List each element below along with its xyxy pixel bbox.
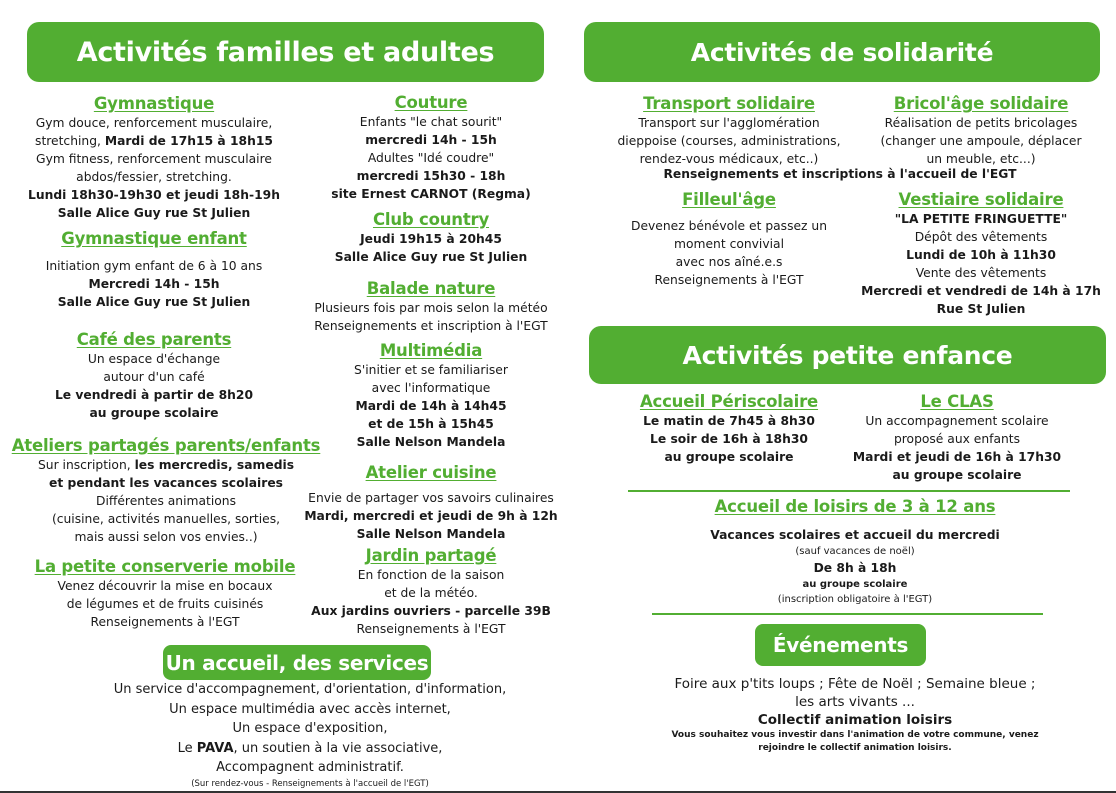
divider <box>652 613 1043 615</box>
banner-solidarite <box>584 22 1100 82</box>
schedule: Le matin de 7h45 à 8h30 <box>643 414 815 428</box>
banner-title: Événements <box>772 633 909 657</box>
schedule: Lundi de 10h à 11h30 <box>906 248 1056 262</box>
section-evenements <box>620 675 1090 755</box>
text-line: (cuisine, activités manuelles, sorties, <box>51 512 281 526</box>
section-title: Filleul'âge <box>682 190 776 209</box>
text-line: proposé aux enfants <box>893 432 1021 446</box>
location: site Ernest CARNOT (Regma) <box>331 187 531 201</box>
text-line: Envie de partager vos savoirs culinaires <box>308 491 554 505</box>
section-title: Couture <box>394 93 468 112</box>
banner-familles-adultes <box>27 22 544 82</box>
section-atelier-cuisine <box>300 463 562 543</box>
section-transport-solidaire <box>604 94 854 168</box>
solidarite-renseignements <box>600 165 1080 183</box>
banner-title: Un accueil, des services <box>165 650 429 675</box>
text-line: Renseignements et inscription à l'EGT <box>314 319 548 333</box>
schedule: Mercredi et vendredi de 14h à 17h <box>861 284 1101 298</box>
section-gymnastique <box>14 94 294 222</box>
text-line: (changer une ampoule, déplacer <box>880 134 1082 148</box>
text-line: Vous souhaitez vous investir dans l'animation de votre commune, venez <box>671 730 1039 740</box>
text-line: abdos/fessier, stretching. <box>76 170 232 184</box>
section-title: Jardin partagé <box>365 546 497 565</box>
schedule: Mardi et jeudi de 16h à 17h30 <box>852 450 1062 464</box>
section-title: Club country <box>372 210 490 229</box>
location: Aux jardins ouvriers - parcelle 39B <box>311 604 551 618</box>
section-title: Gymnastique enfant <box>61 229 247 248</box>
schedule: Mardi, mercredi et jeudi de 9h à 12h <box>304 509 558 523</box>
banner-services <box>163 645 431 680</box>
text-line: Adultes "Idé coudre" <box>367 151 495 165</box>
text-line: moment convivial <box>674 237 784 251</box>
section-balade-nature <box>300 279 562 335</box>
text-line: mais aussi selon vos envies..) <box>74 530 258 544</box>
schedule: Mercredi 14h - 15h <box>88 277 220 291</box>
section-title: Atelier cuisine <box>365 463 497 482</box>
section-title: Accueil Périscolaire <box>639 392 819 411</box>
schedule: Le soir de 16h à 18h30 <box>650 432 808 446</box>
text-line: rendez-vous médicaux, etc..) <box>639 152 819 166</box>
schedule: Jeudi 19h15 à 20h45 <box>360 232 502 246</box>
section-title: La petite conserverie mobile <box>34 557 296 576</box>
location: au groupe scolaire <box>89 406 219 420</box>
section-filleulage <box>604 190 854 289</box>
text-line: "LA PETITE FRINGUETTE" <box>894 212 1068 226</box>
text-line: Un service d'accompagnement, d'orientation, d'information, <box>113 682 507 697</box>
text-line: un meuble, etc...) <box>926 152 1036 166</box>
location: Rue St Julien <box>936 302 1026 316</box>
location: Salle Nelson Mandela <box>356 527 506 541</box>
text-line: Réalisation de petits bricolages <box>884 116 1078 130</box>
schedule: mercredi 14h - 15h <box>365 133 497 147</box>
section-jardin-partage <box>300 546 562 638</box>
text-line: Renseignements à l'EGT <box>654 273 804 287</box>
section-cafe-parents <box>14 330 294 422</box>
text-line: avec nos aîné.e.s <box>675 255 783 269</box>
text-line: Un accompagnement scolaire <box>865 414 1049 428</box>
text-line: Un espace d'exposition, <box>232 721 388 736</box>
section-title: Multimédia <box>379 341 483 360</box>
location: Salle Nelson Mandela <box>356 435 506 449</box>
text-line: En fonction de la saison <box>357 568 505 582</box>
schedule: Mardi de 14h à 14h45 <box>355 399 507 413</box>
text-line: Initiation gym enfant de 6 à 10 ans <box>45 259 263 273</box>
section-clas <box>832 392 1082 484</box>
text-line: S'initier et se familiariser <box>354 363 508 377</box>
location: Salle Alice Guy rue St Julien <box>57 295 251 309</box>
schedule: et de 15h à 15h45 <box>368 417 494 431</box>
text-line: Différentes animations <box>96 494 236 508</box>
schedule: Le vendredi à partir de 8h20 <box>54 388 254 402</box>
text-line: et de la météo. <box>384 586 478 600</box>
text-line: Collectif animation loisirs <box>757 712 953 728</box>
text-line: Accompagnent administratif. <box>216 760 404 775</box>
note: (inscription obligatoire à l'EGT) <box>777 594 933 605</box>
banner-evenements <box>755 624 926 666</box>
section-vestiaire-solidaire <box>850 190 1112 318</box>
section-multimedia <box>300 341 562 451</box>
location: au groupe scolaire <box>664 450 794 464</box>
text-line: Renseignements et inscriptions à l'accueil de l'EGT <box>663 167 1017 181</box>
location: au groupe scolaire <box>802 579 908 590</box>
banner-petite-enfance <box>589 326 1106 384</box>
text-line: Devenez bénévole et passez un <box>631 219 827 233</box>
text-line: Gym fitness, renforcement musculaire <box>36 152 272 166</box>
text-line: et pendant les vacances scolaires <box>49 476 283 490</box>
text-line: les arts vivants ... <box>795 694 915 710</box>
section-title: Accueil de loisirs de 3 à 12 ans <box>714 497 996 516</box>
section-title: Café des parents <box>76 330 232 349</box>
text-line: de légumes et de fruits cuisinés <box>66 597 264 611</box>
text-line: Un espace d'échange <box>87 352 221 366</box>
location: Salle Alice Guy rue St Julien <box>334 250 528 264</box>
text-line: Vente des vêtements <box>915 266 1047 280</box>
text-line: Venez découvrir la mise en bocaux <box>57 579 273 593</box>
divider <box>628 490 1070 492</box>
text-line: Transport sur l'agglomération <box>638 116 820 130</box>
text-line: autour d'un café <box>103 370 205 384</box>
text-line: Enfants "le chat sourit" <box>359 115 503 129</box>
location: au groupe scolaire <box>892 468 1022 482</box>
section-title: Vestiaire solidaire <box>898 190 1064 209</box>
schedule: mercredi 15h30 - 18h <box>356 169 506 183</box>
text-line: Un espace multimédia avec accès internet, <box>169 701 451 717</box>
text-line: Gym douce, renforcement musculaire, <box>35 116 273 130</box>
section-conserverie <box>14 557 316 631</box>
section-accueil-periscolaire <box>604 392 854 466</box>
section-title: Transport solidaire <box>643 94 815 113</box>
section-club-country <box>300 210 562 266</box>
schedule: De 8h à 18h <box>813 561 897 575</box>
text-line: rejoindre le collectif animation loisirs. <box>758 743 952 753</box>
section-ateliers-partages <box>6 436 326 546</box>
section-couture <box>300 93 562 203</box>
text-line: Le PAVA, un soutien à la vie associative, <box>177 740 443 756</box>
section-title: Bricol'âge solidaire <box>893 94 1069 113</box>
note: (Sur rendez-vous - Renseignements à l'accueil de l'EGT) <box>191 778 429 789</box>
banner-title: Activités de solidarité <box>690 37 994 67</box>
text-line: Renseignements à l'EGT <box>356 622 506 636</box>
section-accueil-loisirs <box>620 497 1090 607</box>
banner-title: Activités familles et adultes <box>76 36 495 68</box>
schedule: Lundi 18h30-19h30 et jeudi 18h-19h <box>28 188 280 202</box>
text-line: avec l'informatique <box>371 381 491 395</box>
section-title: Ateliers partagés parents/enfants <box>11 436 321 455</box>
text-line: Plusieurs fois par mois selon la météo <box>314 301 548 315</box>
text-line: dieppoise (courses, administrations, <box>617 134 841 148</box>
text-line: Sur inscription, les mercredis, samedis <box>37 458 295 472</box>
text-line: stretching, Mardi de 17h15 à 18h15 <box>35 134 273 148</box>
section-services <box>60 680 560 791</box>
text-line: Dépôt des vêtements <box>914 230 1048 244</box>
section-gymnastique-enfant <box>14 229 294 311</box>
banner-title: Activités petite enfance <box>682 340 1013 370</box>
section-title: Le CLAS <box>920 392 994 411</box>
text-line: Vacances scolaires et accueil du mercredi <box>710 528 1000 542</box>
text-line: (sauf vacances de noël) <box>795 546 915 557</box>
text-line: Renseignements à l'EGT <box>90 615 240 629</box>
section-title: Gymnastique <box>93 94 215 113</box>
section-bricolage-solidaire <box>850 94 1112 168</box>
location: Salle Alice Guy rue St Julien <box>57 206 251 220</box>
text-line: Foire aux p'tits loups ; Fête de Noël ; Semaine bleue ; <box>674 676 1036 692</box>
section-title: Balade nature <box>366 279 496 298</box>
